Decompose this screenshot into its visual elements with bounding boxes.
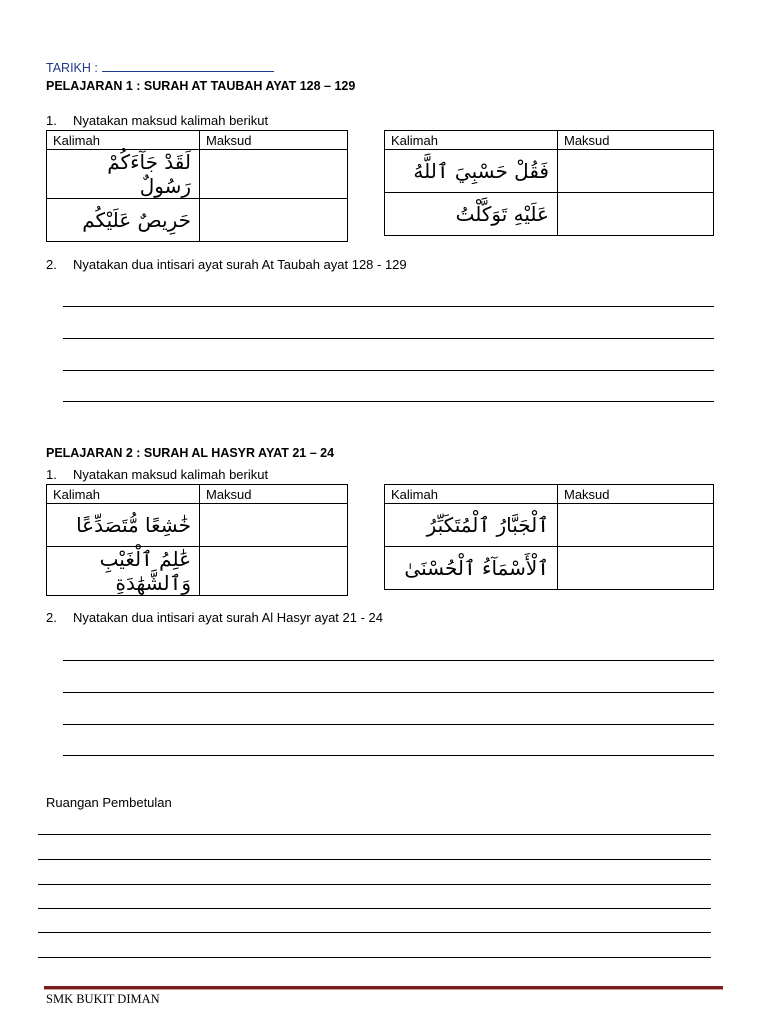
answer-line[interactable] [63, 370, 714, 371]
question-text: Nyatakan dua intisari ayat surah Al Hasyr ayat 21 - 24 [73, 610, 383, 625]
header-kalimah: Kalimah [47, 485, 200, 504]
correction-line[interactable] [38, 908, 711, 909]
answer-line[interactable] [63, 724, 714, 725]
correction-area-label: Ruangan Pembetulan [46, 795, 172, 810]
kalimah-cell: ٱلْأَسْمَآءُ ٱلْحُسْنَىٰ [385, 547, 558, 590]
lesson1-table-left [46, 130, 348, 242]
lesson1-title: PELAJARAN 1 : SURAH AT TAUBAH AYAT 128 – 129 [46, 79, 356, 93]
question-text: Nyatakan maksud kalimah berikut [73, 113, 269, 128]
correction-line[interactable] [38, 884, 711, 885]
answer-line[interactable] [63, 401, 714, 402]
answer-line[interactable] [63, 692, 714, 693]
date-blank-line[interactable] [102, 61, 274, 72]
kalimah-cell: حَرِيصٌ عَلَيْكُم [47, 199, 200, 242]
lesson1-question1 [46, 113, 446, 129]
date-label: TARIKH : [46, 61, 98, 75]
lesson1-table-right [384, 130, 714, 236]
maksud-answer-cell[interactable] [200, 504, 348, 547]
lesson2-title: PELAJARAN 2 : SURAH AL HASYR AYAT 21 – 24 [46, 446, 335, 460]
answer-line[interactable] [63, 306, 714, 307]
lesson1-question2 [46, 257, 546, 273]
header-kalimah: Kalimah [385, 485, 558, 504]
header-maksud: Maksud [558, 131, 714, 150]
question-number: 1. [46, 113, 57, 128]
question-text: Nyatakan maksud kalimah berikut [73, 467, 269, 482]
header-maksud: Maksud [200, 131, 348, 150]
correction-line[interactable] [38, 932, 711, 933]
question-number: 2. [46, 257, 57, 272]
question-text: Nyatakan dua intisari ayat surah At Taubah ayat 128 - 129 [73, 257, 407, 272]
footer-divider [44, 986, 723, 990]
correction-line[interactable] [38, 957, 711, 958]
header-kalimah: Kalimah [385, 131, 558, 150]
maksud-answer-cell[interactable] [558, 193, 714, 236]
maksud-answer-cell[interactable] [200, 199, 348, 242]
kalimah-cell: فَقُلْ حَسْبِيَ ٱللَّهُ [385, 150, 558, 193]
lesson2-table-left [46, 484, 348, 596]
kalimah-cell: لَقَدْ جَآءَكُمْ رَسُولٌ [47, 150, 200, 199]
lesson2-table-right [384, 484, 714, 590]
header-maksud: Maksud [200, 485, 348, 504]
answer-line[interactable] [63, 660, 714, 661]
kalimah-cell: خَٰشِعًا مُّتَصَدِّعًا [47, 504, 200, 547]
lesson2-question2 [46, 610, 546, 626]
kalimah-cell: عَٰلِمُ ٱلْغَيْبِ وَٱلشَّهَٰدَةِ [47, 547, 200, 596]
kalimah-cell: عَلَيْهِ تَوَكَّلْتُ [385, 193, 558, 236]
answer-line[interactable] [63, 755, 714, 756]
header-maksud: Maksud [558, 485, 714, 504]
lesson2-question1 [46, 467, 446, 483]
school-name: SMK BUKIT DIMAN [46, 992, 160, 1006]
header-kalimah: Kalimah [47, 131, 200, 150]
question-number: 2. [46, 610, 57, 625]
correction-line[interactable] [38, 859, 711, 860]
maksud-answer-cell[interactable] [558, 547, 714, 590]
correction-line[interactable] [38, 834, 711, 835]
question-number: 1. [46, 467, 57, 482]
kalimah-cell: ٱلْجَبَّارُ ٱلْمُتَكَبِّرُ [385, 504, 558, 547]
maksud-answer-cell[interactable] [558, 504, 714, 547]
answer-line[interactable] [63, 338, 714, 339]
date-field[interactable] [46, 61, 274, 75]
maksud-answer-cell[interactable] [200, 150, 348, 199]
maksud-answer-cell[interactable] [200, 547, 348, 596]
maksud-answer-cell[interactable] [558, 150, 714, 193]
